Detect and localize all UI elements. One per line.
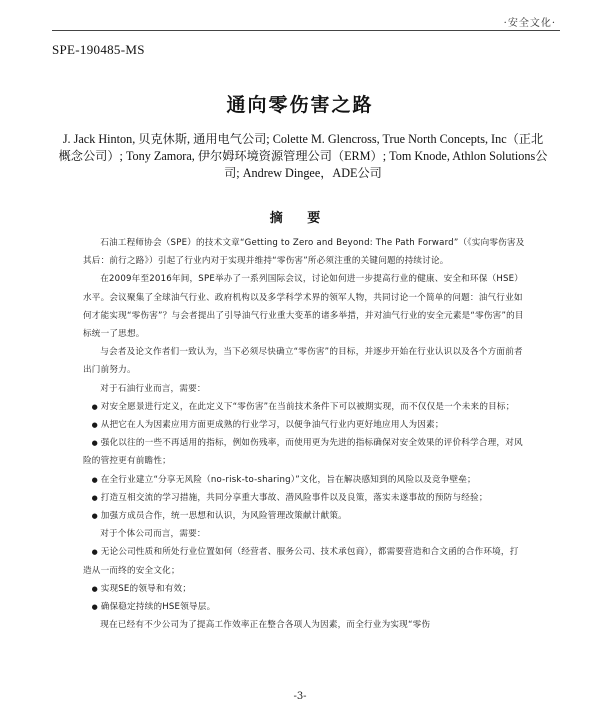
list-item: ● 确保稳定持续的HSE领导层。 [83,598,525,616]
industry-needs-list [83,398,525,525]
section-label: ·安全文化· [503,18,556,29]
list-item: ● 在全行业建立“分享无风险（no-risk-to-sharing）”文化，旨在解决感知到的风险以及竞争壁垒； [83,471,525,489]
abstract-paragraph: 对于个体公司而言，需要： [100,529,206,540]
list-item: ● 打造互相交流的学习措施，共同分享重大事故、潜风险事件以及良策，落实未遂事故的预防与经验； [83,489,525,507]
list-item: ● 从把它在人为因素应用方面更成熟的行业学习，以便争油气行业内更好地应用人为因素； [83,416,525,434]
abstract-heading: 摘 要 [269,211,331,226]
abstract-paragraph: 在2009年至2016年间，SPE举办了一系列国际会议，讨论如何进一步提高行业的健康、安全和环保（HSE）水平。会议聚集了全球油气行业、政府机构以及多学科学术界的领军人物，共同讨论一个简单的问题：油气行业如何才能实现“零伤害”？与会者提出了引导油气行业重大变革的诸多举措，并对油气行业的安全元素是“零伤害”的目标统一了思想。 [83,274,524,340]
abstract-paragraph: 与会者及论文作者们一致认为，当下必须尽快确立“零伤害”的目标，并逐步开始在行业认识以及各个方面前者出门前努力。 [83,347,523,376]
abstract-paragraph: 现在已经有不少公司为了提高工作效率正在整合各项人为因素，而全行业为实现“零伤 [100,620,431,631]
authors-block: J. Jack Hinton, 贝克休斯, 通用电气公司; Colette M. Glencross, True North Concepts, Inc（正北概念公司）; Tony Zamora, 伊尔姆环境资源管理公司（ERM）; Tom Knode, Athlon Solutions公司; Andrew Dingee，ADE公司 [58,132,548,180]
list-item: ● 对安全愿景进行定义，在此定义下“零伤害”在当前技术条件下可以被期实现，而不仅仅是一个未来的目标； [83,398,525,416]
list-item: ● 加强方成员合作，统一思想和认识，为风险管理改策献计献策。 [83,507,525,525]
abstract-paragraph: 石油工程师协会（SPE）的技术文章“Getting to Zero and Beyond: The Path Forward”（《实向零伤害及其后：前行之路》）引起了行业内对于实现并维持“零伤害”所必须注重的关键问题的持续讨论。 [83,238,525,267]
abstract-body [83,234,525,634]
paper-id: SPE-190485-MS [52,42,145,57]
list-item: ● 强化以往的一些不再适用的指标，例如伤残率，而使用更为先进的指标确保对安全效果的评价科学合理，对风险的管控更有前瞻性； [83,434,525,470]
page-title: 通向零伤害之路 [226,94,374,116]
header-divider [52,30,560,31]
company-needs-list [83,543,525,616]
page-number: -3- [293,691,307,702]
list-item: ● 实现SE的领导和有效； [83,580,525,598]
abstract-paragraph: 对于石油行业而言，需要： [100,383,206,394]
list-item: ● 无论公司性质和所处行业位置如何（经营者、服务公司、技术承包商），都需要营造和合文函的合作环境，打造从一而终的安全文化； [83,543,525,579]
